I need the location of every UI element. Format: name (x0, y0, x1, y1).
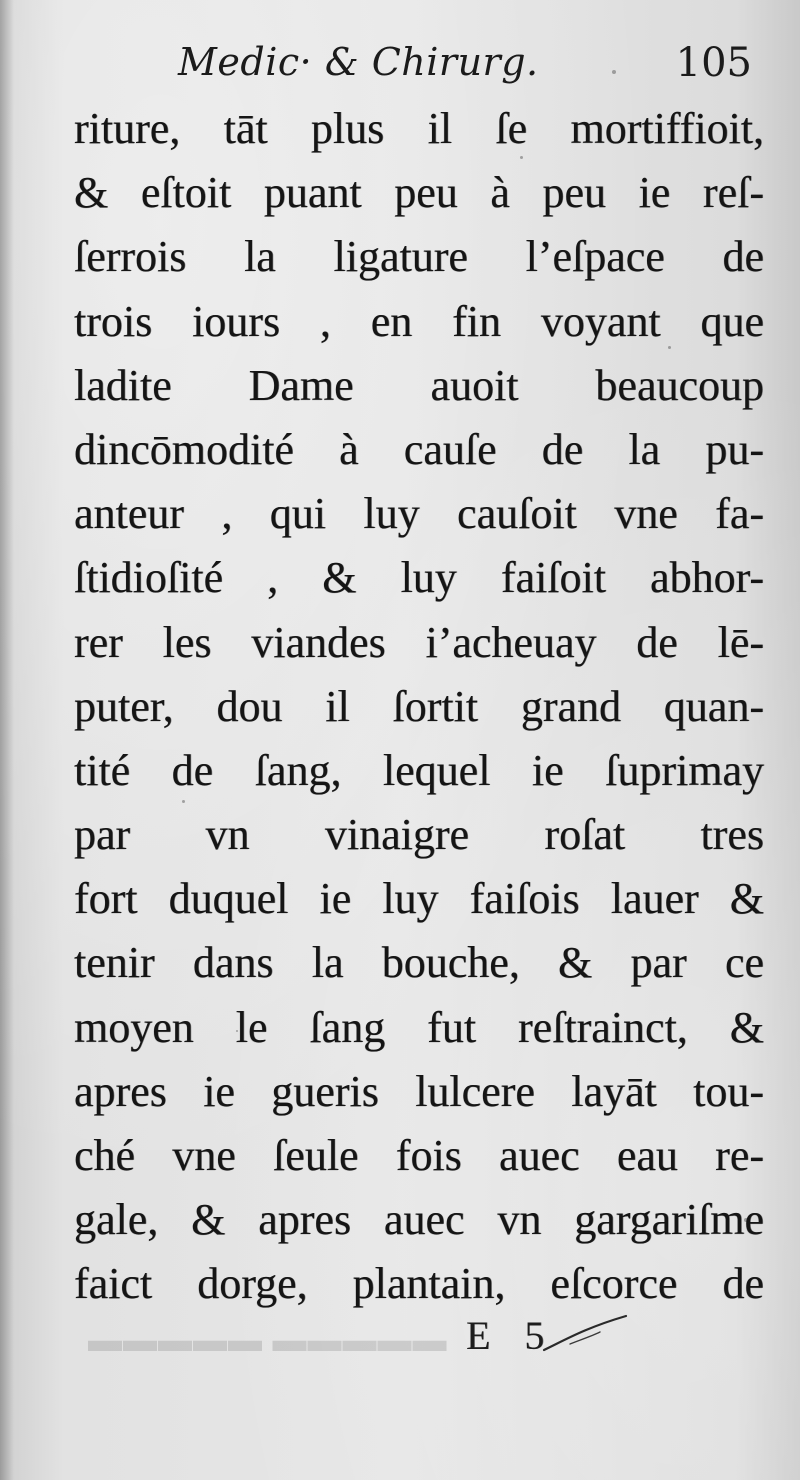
paper-speck (668, 346, 671, 349)
text-line: moyen le ſang fut reſtrainct, & (74, 1002, 764, 1052)
text-line: tité de ſang, lequel ie ſuprimay (74, 745, 764, 795)
text-line: trois iours , en fin voyant que (74, 296, 764, 346)
text-line: faict dorge, plantain, eſcorce de (74, 1259, 764, 1309)
text-line: fort duquel ie luy faiſois lauer & (74, 874, 764, 924)
text-line: tenir dans la bouche, & par ce (74, 938, 764, 988)
text-line: gale, & apres auec vn gargariſme (74, 1195, 764, 1245)
text-line: ché vne ſeule fois auec eau re- (74, 1131, 764, 1180)
text-line: puter, dou il ſortit grand quan- (74, 681, 764, 731)
text-line: ſtidioſité , & luy faiſoit abhor- (74, 553, 764, 603)
paper-speck (612, 70, 616, 74)
signature-mark: E 5 (466, 1313, 557, 1358)
text-line: apres ie gueris lulcere layāt tou- (74, 1066, 764, 1116)
body-text (74, 97, 764, 1317)
running-head: Medic· & Chirurg. (178, 40, 539, 84)
text-line: & eſtoit puant peu à peu ie reſ- (74, 168, 764, 218)
bleed-through-text: ▬▬▬▬▬ ▬▬▬▬▬ (88, 1322, 448, 1359)
ink-flourish-icon (540, 1310, 630, 1360)
text-line: rer les viandes i’acheuay de lē- (74, 617, 764, 667)
paper-speck (236, 1030, 238, 1032)
page-footer (0, 1304, 800, 1364)
page-header (0, 32, 800, 102)
text-line: riture, tāt plus il ſe mortiffioit, (74, 104, 764, 153)
text-line: par vn vinaigre roſat tres (74, 810, 764, 860)
paper-speck (520, 156, 523, 159)
paper-speck (182, 800, 185, 803)
text-line: ladite Dame auoit beaucoup (74, 360, 764, 410)
text-line: dincōmodité à cauſe de la pu- (74, 424, 764, 474)
gutter-shadow (0, 0, 14, 1480)
page-number: 105 (675, 40, 752, 86)
text-line: anteur , qui luy cauſoit vne fa- (74, 489, 764, 539)
text-line: ſerrois la ligature l’eſpace de (74, 232, 764, 282)
paper-speck (744, 1218, 748, 1222)
